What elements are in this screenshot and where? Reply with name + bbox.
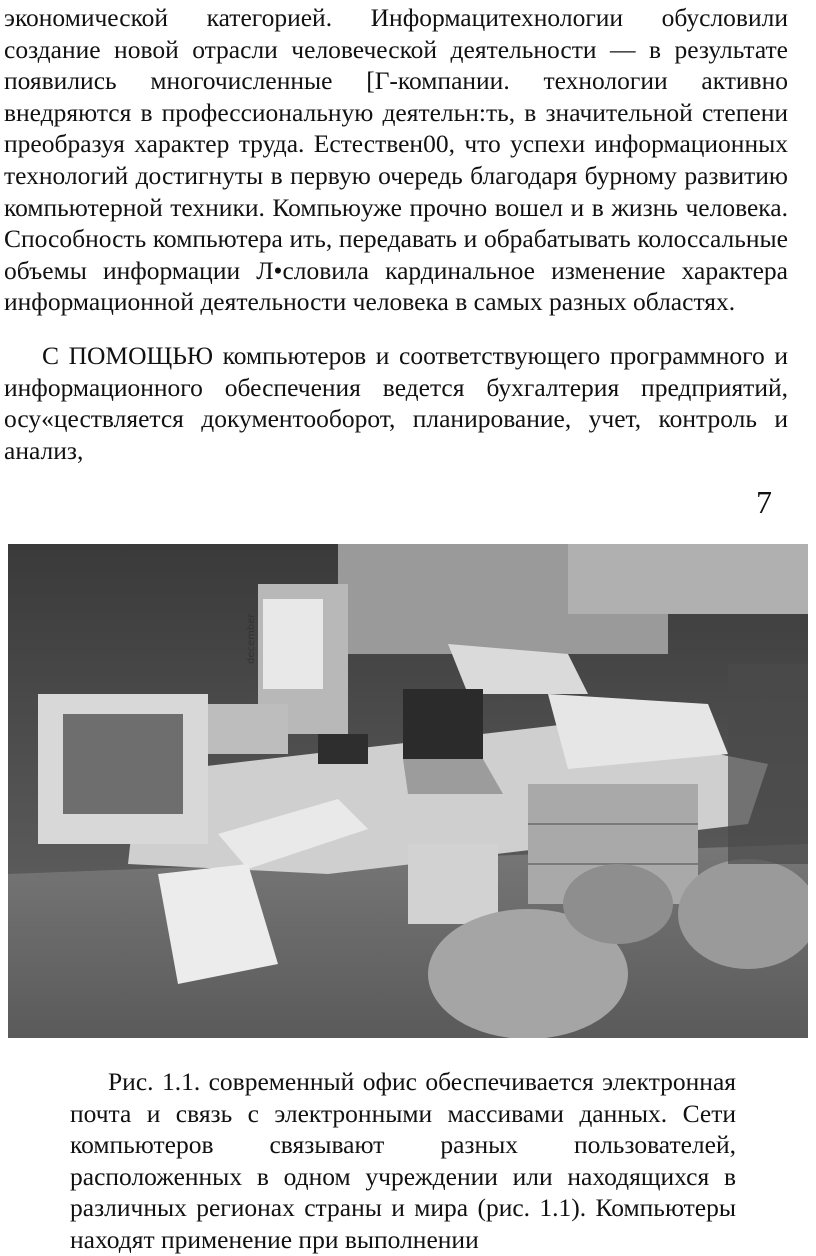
overhead-cabinet-right [568,544,808,614]
monitor-screen [63,714,183,814]
laptop-screen [403,689,483,759]
office-photo [8,544,808,1038]
paragraph-2: С ПОМОЩЬЮ компьютеров и соответствующего программного и информационного обеспечения ведется бухгалтерия предприятий, осу«цествляется документооборот, планирование, учет, контроль и анализ, [4,341,788,465]
box-under-desk [408,844,498,924]
office-chair-back [563,864,673,944]
paragraph-1: экономической категорией. Информацитехнологии обусловили создание новой отрасли человеческой деятельности — в результате появились многочисленные [Г-компании. технологии активно внедряются в профессиональную деятельн:ть, в значительной степени преобразуя характер труда. Естествен00, что успехи информационных технологий достигнуты в первую очередь благодаря бурному развитию компьютерной техники. Компьюуже прочно вошел и в жизнь человека. Способность компьютера ить, передавать и обрабатывать колоссальные объемы информации Л•словила кардинальное изменение характера информационной деятельности человека в самых разных областях. [4,3,788,317]
figure-caption: Рис. 1.1. современный офис обеспечивается электронная почта и связь с электронными массивами данных. Сети компьютеров связывают разных пользователей, расположенных в одном учреждении или находящихся в различных регионах страны и мира (рис. 1.1). Компьютеры находят применение при выполнении [70,1067,736,1254]
desk-phone [318,734,368,764]
right-shadow [728,664,808,864]
printer [208,704,288,754]
office-photo-illustration [8,544,808,1038]
page-number: 7 [756,484,772,520]
calendar [263,599,323,689]
calendar-label: december [246,613,257,664]
